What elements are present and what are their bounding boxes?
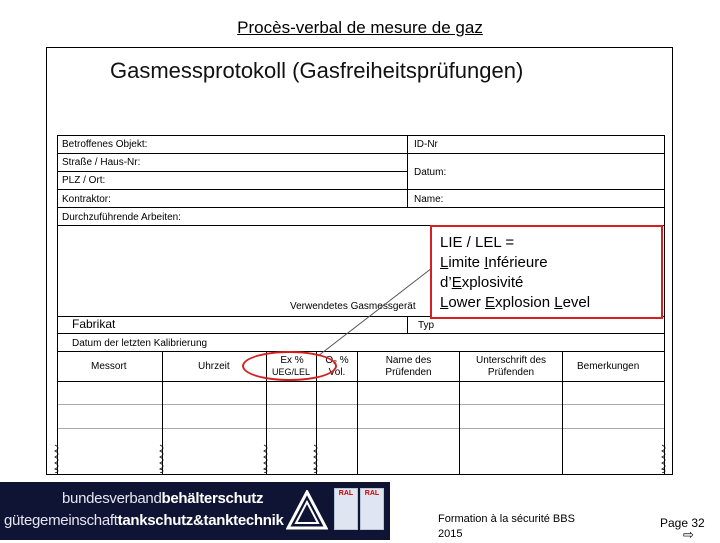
header-ex-unit: UEG/LEL <box>271 367 311 377</box>
highlight-ellipse <box>242 351 337 381</box>
form-title: Gasmessprotokoll (Gasfreiheitsprüfungen) <box>110 58 524 83</box>
label-plz-ort: PLZ / Ort: <box>62 175 106 186</box>
ral-badge-icon: RAL <box>334 488 358 530</box>
header-o2-unit: Vol. <box>328 367 346 378</box>
page-number: Page 32 <box>660 516 705 530</box>
callout-line-1: LIE / LEL = <box>440 234 515 251</box>
footer-logo-banner <box>0 482 390 540</box>
header-ex: Ex % <box>280 355 304 366</box>
logo-line-1: bundesverbandbehälterschutz <box>62 490 264 507</box>
next-arrow-icon[interactable]: ⇨ <box>683 527 694 542</box>
label-kalibrierung: Datum der letzten Kalibrierung <box>72 338 208 349</box>
callout-line-2: Limite Inférieure <box>440 254 548 271</box>
slide-title: Procès-verbal de mesure de gaz <box>237 18 483 37</box>
header-name-des: Name des <box>385 355 432 366</box>
ral-badge-icon: RAL <box>360 488 384 530</box>
label-name: Name: <box>414 194 444 205</box>
label-datum: Datum: <box>414 167 447 178</box>
label-strasse: Straße / Haus-Nr: <box>62 157 141 168</box>
label-fabrikat: Fabrikat <box>72 317 116 331</box>
label-typ: Typ <box>418 320 435 331</box>
header-uhrzeit: Uhrzeit <box>198 361 230 372</box>
header-messort: Messort <box>91 361 127 372</box>
label-messgeraet: Verwendetes Gasmessgerät <box>290 301 416 312</box>
label-betroffenes-objekt: Betroffenes Objekt: <box>62 139 148 150</box>
lel-callout <box>430 225 663 319</box>
header-pruefenden: Prüfenden <box>385 367 432 378</box>
footer-formation-text: Formation à la sécurité BBS 2015 <box>438 513 575 540</box>
header-bemerkungen: Bemerkungen <box>577 361 640 372</box>
header-o2: O₂ % <box>325 355 349 366</box>
logo-line-2: gütegemeinschafttankschutz&tanktechnik <box>4 512 284 529</box>
callout-line-3: d’Explosivité <box>440 274 524 291</box>
header-unterschrift-pruefenden: Prüfenden <box>487 367 535 378</box>
label-arbeiten: Durchzuführende Arbeiten: <box>62 212 181 223</box>
header-unterschrift: Unterschrift des <box>475 355 547 366</box>
callout-line-4: Lower Explosion Level <box>440 294 591 311</box>
label-id-nr: ID-Nr <box>414 139 438 150</box>
triangle-logo-icon <box>286 490 328 530</box>
label-kontraktor: Kontraktor: <box>62 194 111 205</box>
